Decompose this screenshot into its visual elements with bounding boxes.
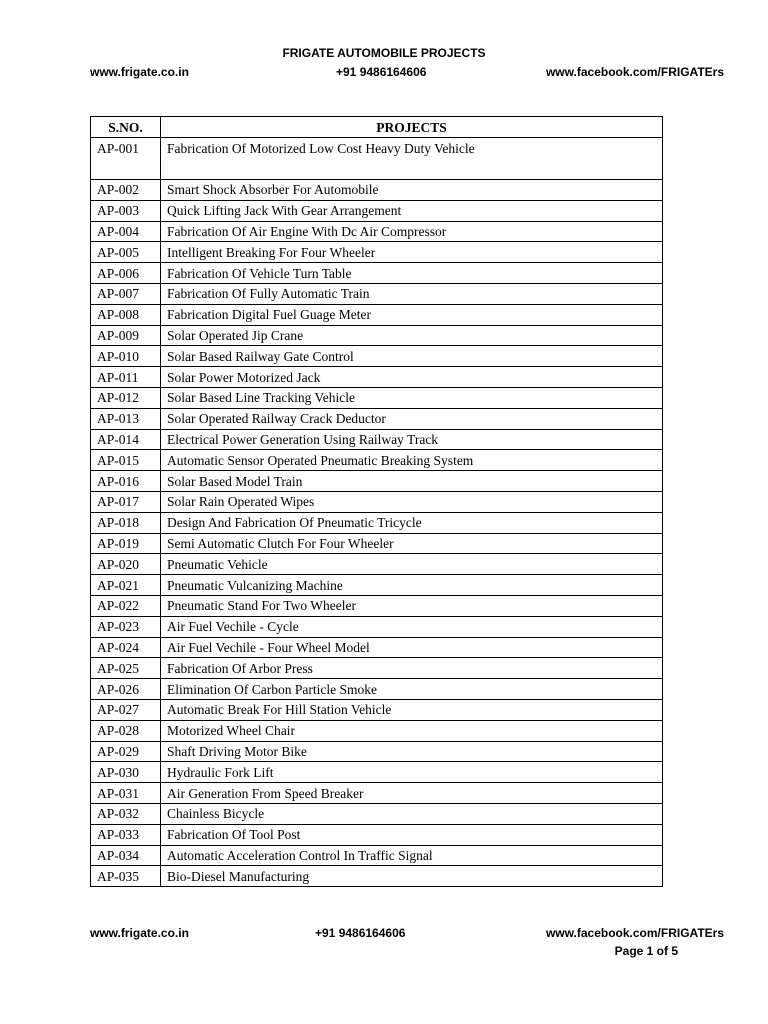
project-code: AP-027 xyxy=(91,699,161,720)
column-header-sno: S.NO. xyxy=(91,117,161,138)
project-title: Electrical Power Generation Using Railway Track xyxy=(161,429,663,450)
project-title: Solar Operated Railway Crack Deductor xyxy=(161,408,663,429)
project-code: AP-004 xyxy=(91,221,161,242)
project-title: Pneumatic Stand For Two Wheeler xyxy=(161,595,663,616)
table-row xyxy=(91,408,663,429)
project-code: AP-002 xyxy=(91,180,161,201)
project-title: Elimination Of Carbon Particle Smoke xyxy=(161,679,663,700)
project-title: Shaft Driving Motor Bike xyxy=(161,741,663,762)
table-row xyxy=(91,845,663,866)
project-title: Automatic Break For Hill Station Vehicle xyxy=(161,699,663,720)
project-title: Pneumatic Vulcanizing Machine xyxy=(161,575,663,596)
column-header-projects: PROJECTS xyxy=(161,117,663,138)
project-code: AP-009 xyxy=(91,325,161,346)
table-row xyxy=(91,450,663,471)
table-body xyxy=(91,138,663,887)
projects-table xyxy=(90,116,663,887)
table-row xyxy=(91,512,663,533)
project-code: AP-007 xyxy=(91,283,161,304)
table-row xyxy=(91,491,663,512)
project-title: Solar Based Railway Gate Control xyxy=(161,346,663,367)
project-title: Pneumatic Vehicle xyxy=(161,554,663,575)
page-number: Page 1 of 5 xyxy=(614,944,678,958)
table-row xyxy=(91,429,663,450)
project-code: AP-022 xyxy=(91,595,161,616)
project-code: AP-030 xyxy=(91,762,161,783)
project-code: AP-014 xyxy=(91,429,161,450)
table-row xyxy=(91,866,663,887)
table-row xyxy=(91,387,663,408)
table-row xyxy=(91,221,663,242)
project-title: Fabrication Of Vehicle Turn Table xyxy=(161,263,663,284)
project-code: AP-011 xyxy=(91,367,161,388)
project-title: Solar Rain Operated Wipes xyxy=(161,491,663,512)
project-title: Fabrication Of Air Engine With Dc Air Compressor xyxy=(161,221,663,242)
table-row xyxy=(91,699,663,720)
project-title: Design And Fabrication Of Pneumatic Tricycle xyxy=(161,512,663,533)
project-code: AP-001 xyxy=(91,138,161,180)
header-contact-line xyxy=(90,65,724,81)
project-title: Fabrication Of Arbor Press xyxy=(161,658,663,679)
project-title: Fabrication Of Tool Post xyxy=(161,824,663,845)
table-row xyxy=(91,637,663,658)
table-row xyxy=(91,304,663,325)
table-row xyxy=(91,138,663,180)
table-row xyxy=(91,762,663,783)
table-row xyxy=(91,616,663,637)
project-code: AP-008 xyxy=(91,304,161,325)
project-title: Air Fuel Vechile - Cycle xyxy=(161,616,663,637)
table-row xyxy=(91,741,663,762)
project-title: Air Generation From Speed Breaker xyxy=(161,783,663,804)
project-title: Solar Power Motorized Jack xyxy=(161,367,663,388)
project-title: Quick Lifting Jack With Gear Arrangement xyxy=(161,200,663,221)
project-code: AP-035 xyxy=(91,866,161,887)
project-code: AP-033 xyxy=(91,824,161,845)
table-row xyxy=(91,367,663,388)
project-title: Fabrication Of Motorized Low Cost Heavy Duty Vehicle xyxy=(161,138,663,180)
project-title: Intelligent Breaking For Four Wheeler xyxy=(161,242,663,263)
project-title: Fabrication Digital Fuel Guage Meter xyxy=(161,304,663,325)
project-title: Solar Based Line Tracking Vehicle xyxy=(161,387,663,408)
footer-website: www.frigate.co.in xyxy=(90,926,189,940)
project-title: Semi Automatic Clutch For Four Wheeler xyxy=(161,533,663,554)
project-code: AP-016 xyxy=(91,471,161,492)
footer-phone: +91 9486164606 xyxy=(315,926,406,940)
table-row xyxy=(91,200,663,221)
header-website: www.frigate.co.in xyxy=(90,65,189,79)
project-code: AP-031 xyxy=(91,783,161,804)
table-row xyxy=(91,679,663,700)
project-title: Chainless Bicycle xyxy=(161,803,663,824)
project-code: AP-017 xyxy=(91,491,161,512)
project-title: Motorized Wheel Chair xyxy=(161,720,663,741)
table-row xyxy=(91,554,663,575)
project-title: Air Fuel Vechile - Four Wheel Model xyxy=(161,637,663,658)
project-title: Automatic Sensor Operated Pneumatic Breaking System xyxy=(161,450,663,471)
project-code: AP-023 xyxy=(91,616,161,637)
table-row xyxy=(91,824,663,845)
project-code: AP-020 xyxy=(91,554,161,575)
project-title: Automatic Acceleration Control In Traffic Signal xyxy=(161,845,663,866)
page-title: FRIGATE AUTOMOBILE PROJECTS xyxy=(282,46,486,60)
project-code: AP-010 xyxy=(91,346,161,367)
project-code: AP-024 xyxy=(91,637,161,658)
project-code: AP-012 xyxy=(91,387,161,408)
project-code: AP-026 xyxy=(91,679,161,700)
table-row xyxy=(91,346,663,367)
table-header-row xyxy=(91,117,663,138)
project-code: AP-015 xyxy=(91,450,161,471)
table-row xyxy=(91,575,663,596)
header-facebook: www.facebook.com/FRIGATErs xyxy=(545,65,724,79)
table-row xyxy=(91,325,663,346)
footer-contact-line xyxy=(90,926,724,942)
table-row xyxy=(91,283,663,304)
project-code: AP-021 xyxy=(91,575,161,596)
table-row xyxy=(91,471,663,492)
project-code: AP-003 xyxy=(91,200,161,221)
table-row xyxy=(91,595,663,616)
table-row xyxy=(91,783,663,804)
table-row xyxy=(91,263,663,284)
table-row xyxy=(91,803,663,824)
project-code: AP-019 xyxy=(91,533,161,554)
project-code: AP-034 xyxy=(91,845,161,866)
table-row xyxy=(91,242,663,263)
header-phone: +91 9486164606 xyxy=(336,65,427,79)
project-title: Solar Operated Jip Crane xyxy=(161,325,663,346)
project-title: Solar Based Model Train xyxy=(161,471,663,492)
project-code: AP-025 xyxy=(91,658,161,679)
project-title: Bio-Diesel Manufacturing xyxy=(161,866,663,887)
project-code: AP-006 xyxy=(91,263,161,284)
project-title: Hydraulic Fork Lift xyxy=(161,762,663,783)
project-title: Smart Shock Absorber For Automobile xyxy=(161,180,663,201)
table-row xyxy=(91,533,663,554)
project-code: AP-005 xyxy=(91,242,161,263)
project-code: AP-028 xyxy=(91,720,161,741)
project-code: AP-029 xyxy=(91,741,161,762)
project-title: Fabrication Of Fully Automatic Train xyxy=(161,283,663,304)
project-code: AP-013 xyxy=(91,408,161,429)
table-row xyxy=(91,180,663,201)
project-code: AP-018 xyxy=(91,512,161,533)
table-row xyxy=(91,658,663,679)
table-row xyxy=(91,720,663,741)
project-code: AP-032 xyxy=(91,803,161,824)
footer-facebook: www.facebook.com/FRIGATErs xyxy=(545,926,724,940)
